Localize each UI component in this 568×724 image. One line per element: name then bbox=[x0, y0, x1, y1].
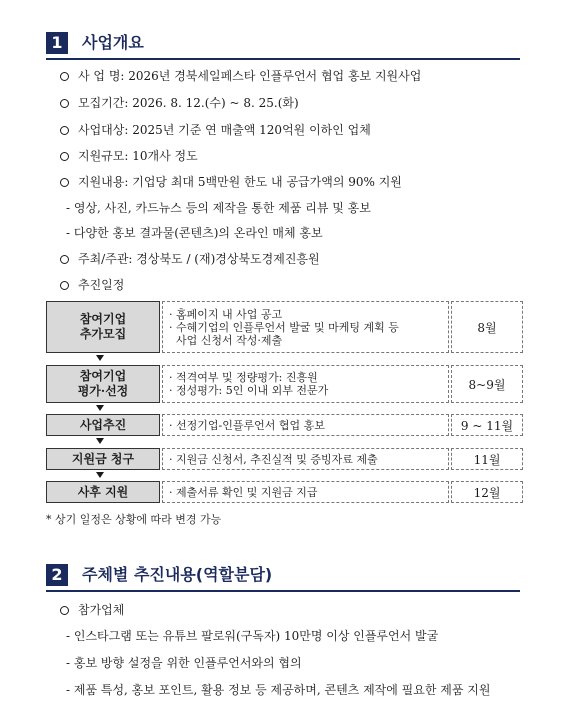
circle-bullet-icon bbox=[60, 72, 69, 81]
item-scale: 지원규모: 10개사 정도 bbox=[78, 149, 198, 163]
stage-description bbox=[162, 414, 449, 436]
stage-period: 9 ~ 11월 bbox=[451, 414, 523, 436]
sub-item: - 다양한 홍보 결과물(콘텐츠)의 온라인 매체 홍보 bbox=[66, 226, 323, 240]
description-line: · 홈페이지 내 사업 공고 bbox=[169, 307, 283, 321]
down-arrow-icon bbox=[96, 405, 104, 411]
stage-description bbox=[162, 481, 449, 503]
item-participant: 참가업체 bbox=[78, 603, 125, 617]
stage-label: 사업추진 bbox=[79, 417, 127, 432]
stage-box bbox=[46, 301, 160, 353]
description-line: · 제출서류 확인 및 지원금 지급 bbox=[169, 485, 318, 499]
stage-label: 추가모집 bbox=[79, 327, 127, 341]
description-line: · 적격여부 및 정량평가: 진흥원 bbox=[169, 371, 318, 384]
stage-box bbox=[46, 481, 160, 503]
stage-description bbox=[162, 301, 449, 353]
description-line: 사업 신청서 작성·제출 bbox=[169, 333, 283, 347]
circle-bullet-icon bbox=[60, 152, 69, 161]
down-arrow-icon bbox=[96, 472, 104, 478]
item-project-name: 사 업 명: 2026년 경북세일페스타 인플루언서 협업 홍보 지원사업 bbox=[78, 69, 422, 83]
stage-label: 지원금 청구 bbox=[71, 451, 135, 466]
item-recruit-period: 모집기간: 2026. 8. 12.(수) ~ 8. 25.(화) bbox=[78, 96, 299, 110]
stage-period: 12월 bbox=[451, 481, 523, 503]
stage-period: 11월 bbox=[451, 448, 523, 470]
circle-bullet-icon bbox=[60, 281, 69, 290]
circle-bullet-icon bbox=[60, 126, 69, 135]
item-organizer: 주최/주관: 경상북도 / (재)경상북도경제진흥원 bbox=[78, 252, 320, 266]
section-title: 사업개요 bbox=[82, 33, 144, 52]
circle-bullet-icon bbox=[60, 178, 69, 187]
section-number: 1 bbox=[46, 32, 68, 54]
section-1-header bbox=[46, 32, 520, 60]
stage-period: 8월 bbox=[451, 301, 523, 353]
section-title: 주체별 추진내용(역할분담) bbox=[82, 565, 273, 584]
item-schedule: 추진일정 bbox=[78, 278, 125, 292]
item-support: 지원내용: 기업당 최대 5백만원 한도 내 공급가액의 90% 지원 bbox=[78, 175, 402, 189]
stage-label: 평가·선정 bbox=[77, 384, 129, 398]
stage-label: 참여기업 bbox=[79, 312, 127, 326]
description-line: · 수혜기업의 인플루언서 발굴 및 마케팅 계획 등 bbox=[169, 320, 399, 334]
section-number: 2 bbox=[46, 564, 68, 586]
item-target: 사업대상: 2025년 기준 연 매출액 120억원 이하인 업체 bbox=[78, 123, 371, 137]
stage-box bbox=[46, 365, 160, 403]
stage-label: 사후 지원 bbox=[77, 484, 129, 499]
stage-box bbox=[46, 448, 160, 470]
circle-bullet-icon bbox=[60, 606, 69, 615]
schedule-note: * 상기 일정은 상황에 따라 변경 가능 bbox=[46, 513, 222, 526]
sub-item: - 홍보 방향 설정을 위한 인플루언서와의 협의 bbox=[66, 656, 302, 670]
down-arrow-icon bbox=[96, 355, 104, 361]
stage-period: 8~9월 bbox=[451, 365, 523, 403]
stage-box bbox=[46, 414, 160, 436]
description-line: · 정성평가: 5인 이내 외부 전문가 bbox=[169, 384, 329, 397]
description-line: · 지원금 신청서, 추진실적 및 증빙자료 제출 bbox=[169, 452, 378, 466]
sub-item: - 영상, 사진, 카드뉴스 등의 제작을 통한 제품 리뷰 및 홍보 bbox=[66, 201, 371, 215]
down-arrow-icon bbox=[96, 438, 104, 444]
sub-item: - 인스타그램 또는 유튜브 팔로워(구독자) 10만명 이상 인플루언서 발굴 bbox=[66, 629, 439, 643]
circle-bullet-icon bbox=[60, 255, 69, 264]
circle-bullet-icon bbox=[60, 99, 69, 108]
section-2-header bbox=[46, 564, 520, 592]
stage-label: 참여기업 bbox=[79, 369, 127, 383]
stage-description bbox=[162, 448, 449, 470]
stage-description bbox=[162, 365, 449, 403]
sub-item: - 제품 특성, 홍보 포인트, 활용 정보 등 제공하며, 콘텐츠 제작에 필요한 제품 지원 bbox=[66, 683, 491, 697]
description-line: · 선정기업-인플루언서 협업 홍보 bbox=[169, 418, 325, 432]
